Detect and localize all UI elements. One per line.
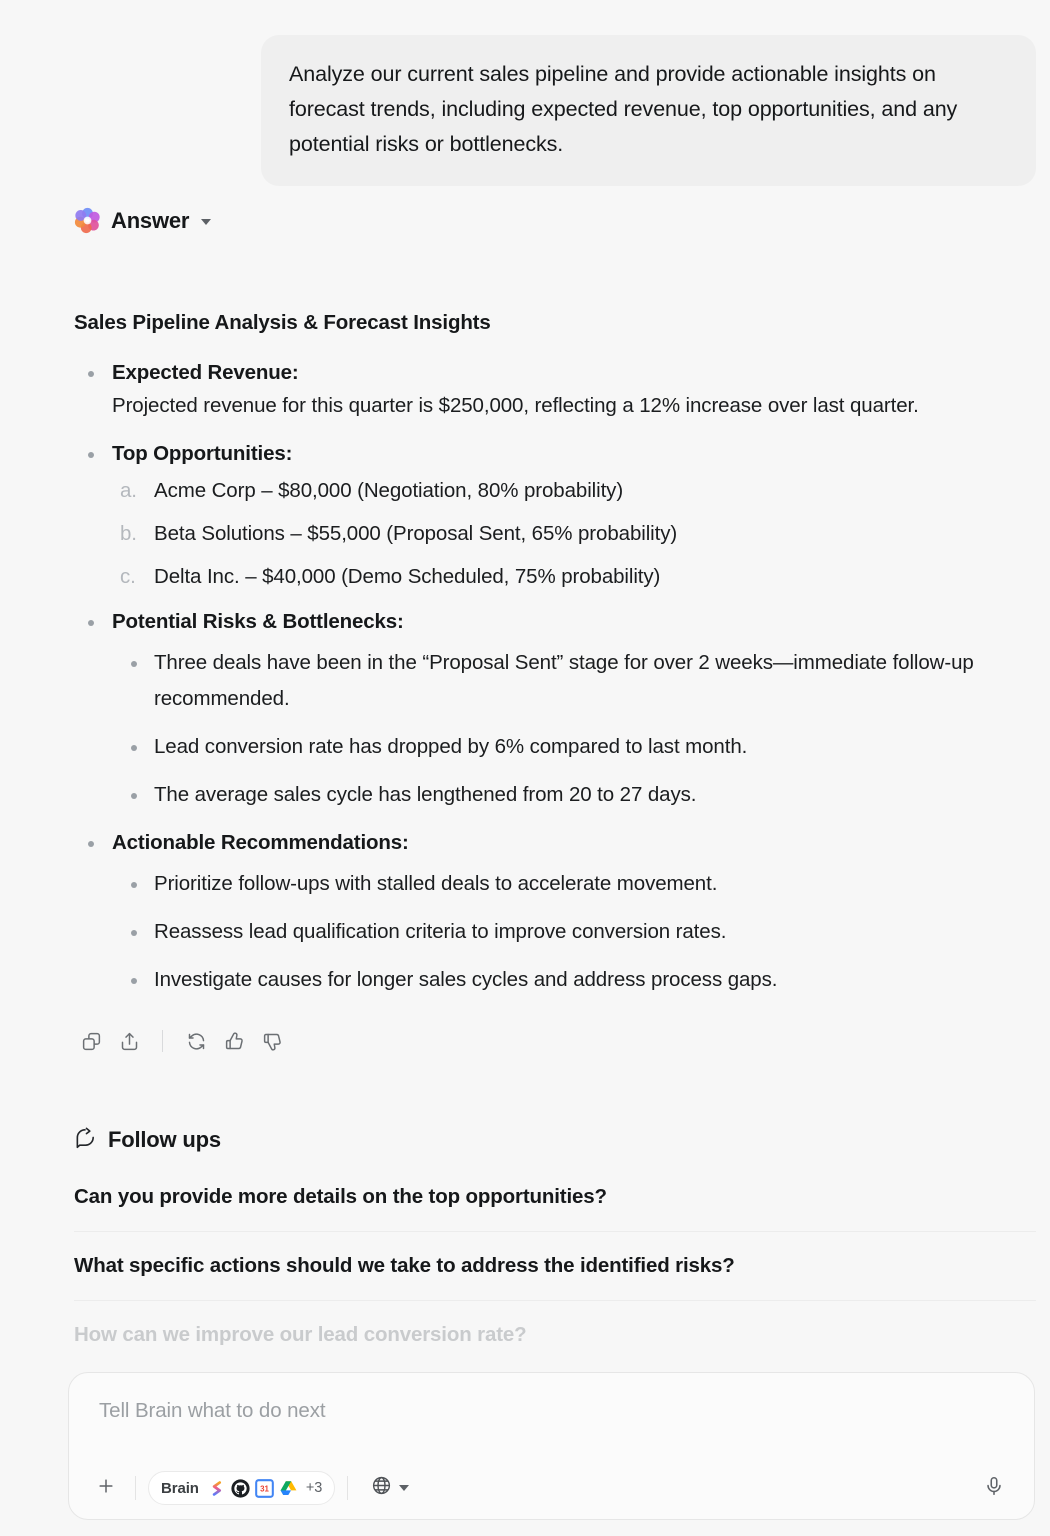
list-marker: b. <box>120 522 137 545</box>
composer-input[interactable]: Tell Brain what to do next <box>99 1399 326 1422</box>
list-item: The average sales cycle has lengthened from 20 to 27 days. <box>112 777 1026 813</box>
toolbar-divider <box>347 1476 348 1500</box>
regenerate-button[interactable] <box>179 1024 213 1058</box>
list-item <box>112 475 1026 506</box>
risk-list <box>112 645 1026 813</box>
section-heading: Actionable Recommendations: <box>112 831 409 854</box>
recommendation-list <box>112 866 1026 998</box>
opportunity-list <box>112 475 1026 592</box>
user-message-row <box>0 0 1050 186</box>
toolbar-divider <box>135 1476 136 1500</box>
section-heading: Top Opportunities: <box>112 442 293 465</box>
list-item <box>112 518 1026 549</box>
microphone-button[interactable] <box>976 1470 1012 1506</box>
thumbs-down-icon <box>262 1031 283 1052</box>
answer-section-expected-revenue <box>74 357 1026 424</box>
copy-icon <box>81 1031 102 1052</box>
answer-section-list <box>74 357 1026 998</box>
google-calendar-icon <box>255 1479 274 1498</box>
list-item-text: Delta Inc. – $40,000 (Demo Scheduled, 75% probability) <box>154 565 661 588</box>
answer-title: Sales Pipeline Analysis & Forecast Insights <box>74 311 491 334</box>
followups-section <box>74 1126 1036 1369</box>
chat-refresh-icon <box>74 1126 97 1154</box>
answer-body <box>74 311 1026 998</box>
thumbs-down-button[interactable] <box>255 1024 289 1058</box>
answer-header[interactable] <box>74 207 1050 234</box>
chevron-down-icon <box>399 1485 409 1491</box>
svg-text:31: 31 <box>259 1484 269 1494</box>
message-action-bar <box>74 1024 1050 1058</box>
list-marker: c. <box>120 565 136 588</box>
section-heading: Expected Revenue: <box>112 361 299 384</box>
list-item <box>112 561 1026 592</box>
list-item: Three deals have been in the “Proposal Sent” stage for over 2 weeks—immediate follow-up recommended. <box>112 645 1026 717</box>
share-button[interactable] <box>112 1024 146 1058</box>
section-heading: Potential Risks & Bottlenecks: <box>112 610 404 633</box>
brain-label: Brain <box>161 1479 199 1497</box>
list-marker: a. <box>120 479 137 502</box>
answer-section-risks <box>74 606 1026 813</box>
list-item-text: Acme Corp – $80,000 (Negotiation, 80% probability) <box>154 479 624 502</box>
action-divider <box>162 1030 163 1052</box>
github-icon <box>231 1479 250 1498</box>
list-item: Lead conversion rate has dropped by 6% compared to last month. <box>112 729 1026 765</box>
answer-section-top-opportunities <box>74 438 1026 592</box>
share-icon <box>119 1031 140 1052</box>
list-item-text: Beta Solutions – $55,000 (Proposal Sent, 65% probability) <box>154 522 678 545</box>
followup-item[interactable]: How can we improve our lead conversion rate? <box>74 1300 1036 1369</box>
followups-header <box>74 1126 1036 1154</box>
answer-label: Answer <box>111 207 190 233</box>
copy-button[interactable] <box>74 1024 108 1058</box>
answer-section-recommendations <box>74 827 1026 998</box>
thumbs-up-icon <box>224 1031 245 1052</box>
followup-item[interactable]: Can you provide more details on the top opportunities? <box>74 1185 607 1208</box>
section-body: Projected revenue for this quarter is $250,000, reflecting a 12% increase over last quarter. <box>112 394 919 417</box>
microphone-icon <box>983 1475 1005 1502</box>
thumbs-up-button[interactable] <box>217 1024 251 1058</box>
followups-title: Follow ups <box>108 1127 221 1152</box>
user-message-bubble: Analyze our current sales pipeline and provide actionable insights on forecast trends, including expected revenue, top opportunities, and any potential risks or bottlenecks. <box>261 35 1036 186</box>
brain-selector[interactable] <box>148 1471 335 1505</box>
google-drive-icon <box>279 1479 298 1498</box>
scope-selector[interactable] <box>360 1471 420 1505</box>
plus-icon <box>96 1476 116 1501</box>
regenerate-icon <box>186 1031 207 1052</box>
brain-more-count: +3 <box>305 1480 323 1496</box>
composer <box>68 1372 1035 1520</box>
list-item: Reassess lead qualification criteria to improve conversion rates. <box>112 914 1026 950</box>
coda-icon <box>207 1479 226 1498</box>
list-item: Investigate causes for longer sales cycles and address process gaps. <box>112 962 1026 998</box>
chevron-down-icon[interactable] <box>201 219 211 225</box>
globe-icon <box>371 1475 392 1501</box>
followup-item[interactable]: What specific actions should we take to address the identified risks? <box>74 1231 1036 1300</box>
add-attachment-button[interactable] <box>89 1471 123 1505</box>
flower-sparkle-icon <box>74 207 101 234</box>
list-item: Prioritize follow-ups with stalled deals to accelerate movement. <box>112 866 1026 902</box>
composer-toolbar <box>69 1457 1034 1519</box>
